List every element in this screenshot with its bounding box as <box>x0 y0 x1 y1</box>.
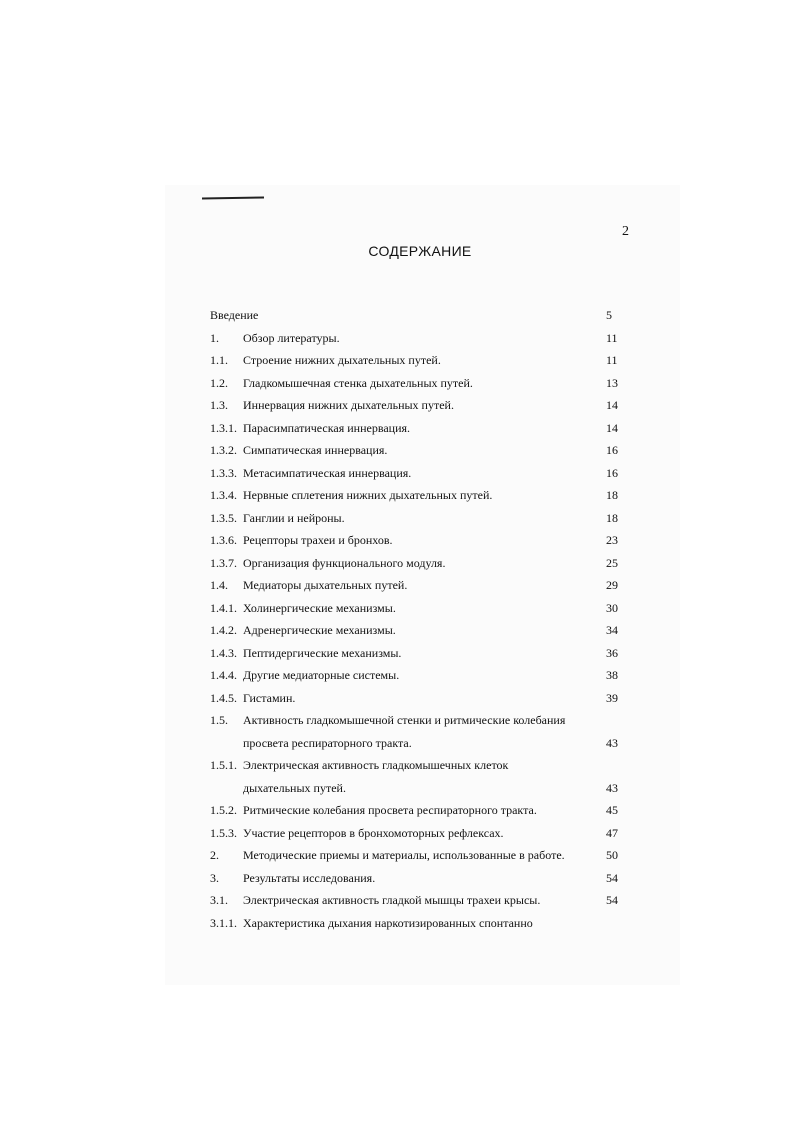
toc-title: Пептидергические механизмы. <box>243 645 402 660</box>
toc-entry <box>210 912 630 935</box>
toc-page: 14 <box>606 398 618 412</box>
toc-page: 43 <box>606 780 618 795</box>
toc-entry <box>210 664 630 687</box>
toc-entry <box>210 484 630 507</box>
toc-title: Парасимпатическая иннервация. <box>243 420 411 435</box>
toc-entry <box>210 439 630 462</box>
toc-title: Гладкомышечная стенка дыхательных путей. <box>243 375 473 390</box>
toc-page: 25 <box>606 555 618 570</box>
toc-number: 1.3.5. <box>210 510 237 525</box>
toc-number: 1.3.2. <box>210 443 237 457</box>
toc-page: 11 <box>606 330 618 345</box>
toc-entry <box>210 394 630 417</box>
toc-page: 14 <box>606 420 618 435</box>
toc-page: 30 <box>606 600 618 615</box>
toc-title: Рецепторы трахеи и бронхов. <box>243 533 393 547</box>
toc-page: 16 <box>606 443 618 457</box>
toc-number: 1.1. <box>210 353 228 367</box>
toc-title: Электрическая активность гладкой мышцы трахеи крысы. <box>243 893 541 907</box>
toc-page: 39 <box>606 690 618 705</box>
toc-entry <box>210 327 630 350</box>
toc-number: Введение <box>210 308 259 322</box>
toc-page: 43 <box>606 735 618 750</box>
toc-title: Результаты исследования. <box>243 870 376 885</box>
toc-entry <box>210 417 630 440</box>
toc-number: 1.3.7. <box>210 555 237 570</box>
toc-entry <box>210 822 630 845</box>
toc-title: Строение нижних дыхательных путей. <box>243 353 441 367</box>
toc-number: 1.4.2. <box>210 623 237 637</box>
toc-entry <box>210 709 630 732</box>
toc-number: 1.4.5. <box>210 690 237 705</box>
toc-page: 47 <box>606 825 618 840</box>
toc-number: 1.5.1. <box>210 758 237 772</box>
toc-title: Ганглии и нейроны. <box>243 510 345 525</box>
toc-entry <box>210 687 630 710</box>
toc-page: 16 <box>606 465 618 480</box>
toc-number: 1.3.4. <box>210 488 237 502</box>
toc-title: Характеристика дыхания наркотизированных спонтанно <box>243 915 533 930</box>
toc-number: 1.3.3. <box>210 465 237 480</box>
toc-entry <box>210 574 630 597</box>
toc-page: 38 <box>606 668 618 682</box>
toc-page: 18 <box>606 510 618 525</box>
toc-page: 5 <box>606 308 612 322</box>
toc-page: 54 <box>606 893 618 907</box>
toc-number: 3.1. <box>210 893 228 907</box>
toc-page: 18 <box>606 488 618 502</box>
toc-page: 29 <box>606 578 618 592</box>
toc-page: 36 <box>606 645 618 660</box>
toc-title: Обзор литературы. <box>243 330 340 345</box>
toc-number: 1.4.4. <box>210 668 237 682</box>
toc-title: дыхательных путей. <box>243 780 346 795</box>
toc-title: Ритмические колебания просвета респираторного тракта. <box>243 803 537 817</box>
toc-page: 50 <box>606 848 618 862</box>
toc-number: 1.3. <box>210 398 228 412</box>
toc-entry <box>210 372 630 395</box>
toc-number: 3. <box>210 870 219 885</box>
toc-entry <box>210 304 630 327</box>
toc-number: 1.3.6. <box>210 533 237 547</box>
toc-entry <box>210 642 630 665</box>
toc-number: 1.4.3. <box>210 645 237 660</box>
toc-entry <box>210 799 630 822</box>
toc-title: Адренергические механизмы. <box>243 623 396 637</box>
toc-entry <box>210 507 630 530</box>
toc-entry <box>210 349 630 372</box>
toc-page: 45 <box>606 803 618 817</box>
toc-title: Организация функционального модуля. <box>243 555 446 570</box>
page-number: 2 <box>622 224 629 239</box>
toc-title: Другие медиаторные системы. <box>243 668 400 682</box>
toc-title: Методические приемы и материалы, использованные в работе. <box>243 848 565 862</box>
toc-entry <box>210 597 630 620</box>
toc-number: 1.5.3. <box>210 825 237 840</box>
toc-entry <box>210 732 630 755</box>
toc-page: 11 <box>606 353 618 367</box>
toc-entry <box>210 462 630 485</box>
toc-number: 1.4.1. <box>210 600 237 615</box>
toc-page: 54 <box>606 870 618 885</box>
toc-title: Гистамин. <box>243 690 296 705</box>
toc-number: 1.5.2. <box>210 803 237 817</box>
toc-number: 1.3.1. <box>210 420 237 435</box>
toc-entry <box>210 844 630 867</box>
toc-title: Иннервация нижних дыхательных путей. <box>243 398 454 412</box>
toc-entry <box>210 889 630 912</box>
toc-page: 13 <box>606 375 618 390</box>
toc-number: 1.5. <box>210 713 228 727</box>
toc-title: Электрическая активность гладкомышечных клеток <box>243 758 509 772</box>
toc-title: Активность гладкомышечной стенки и ритмические колебания <box>243 713 566 727</box>
table-of-contents <box>210 304 630 934</box>
toc-page: 34 <box>606 623 618 637</box>
toc-number: 1. <box>210 330 219 345</box>
toc-number: 2. <box>210 848 219 862</box>
page-title: СОДЕРЖАНИЕ <box>368 243 472 259</box>
toc-number: 1.2. <box>210 375 228 390</box>
toc-title: Медиаторы дыхательных путей. <box>243 578 408 592</box>
toc-entry <box>210 619 630 642</box>
toc-title: просвета респираторного тракта. <box>243 735 412 750</box>
toc-title: Симпатическая иннервация. <box>243 443 388 457</box>
toc-entry <box>210 754 630 777</box>
toc-page: 23 <box>606 533 618 547</box>
toc-title: Нервные сплетения нижних дыхательных путей. <box>243 488 493 502</box>
toc-number: 1.4. <box>210 578 228 592</box>
toc-entry <box>210 529 630 552</box>
toc-number: 3.1.1. <box>210 915 237 930</box>
toc-entry <box>210 867 630 890</box>
toc-title: Холинергические механизмы. <box>243 600 396 615</box>
toc-title: Метасимпатическая иннервация. <box>243 465 412 480</box>
toc-entry <box>210 552 630 575</box>
toc-title: Участие рецепторов в бронхомоторных рефлексах. <box>243 825 504 840</box>
toc-entry <box>210 777 630 800</box>
